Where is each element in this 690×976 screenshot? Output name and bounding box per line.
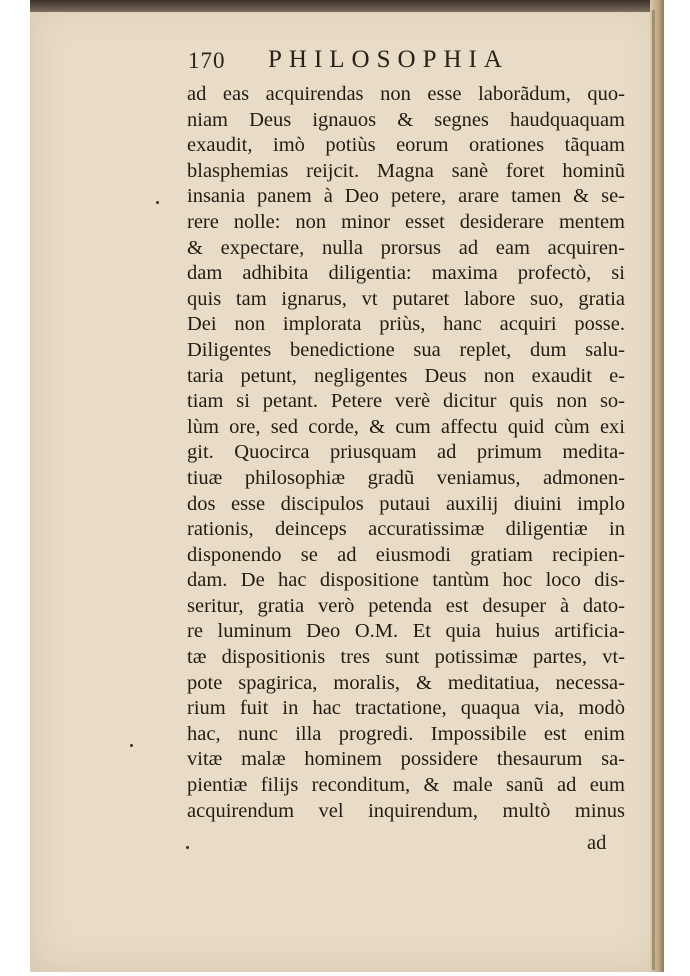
text-line: niam Deus ignauos & segnes haudquaquam [187, 108, 625, 131]
text-line: tiam si petant. Petere verè dicitur quis non so- [187, 390, 625, 413]
text-line: dos esse discipulos putaui auxilij diuini implo [187, 492, 625, 515]
text-line: pientiæ filijs reconditum, & male sanũ ad eum [187, 774, 625, 797]
ink-speck [186, 846, 189, 849]
text-line: Diligentes benedictione sua replet, dum salu- [187, 338, 625, 361]
text-line: exaudit, imò potiùs eorum orationes tãquam [187, 134, 625, 157]
text-line: disponendo se ad eiusmodi gratiam recipien- [187, 543, 625, 566]
text-line: pote spagirica, moralis, & meditatiua, necessa- [187, 671, 625, 694]
text-line: tæ dispositionis tres sunt potissimæ partes, vt- [187, 646, 625, 669]
catchword: ad [587, 832, 607, 854]
text-line: blasphemias reijcit. Magna sanè foret hominũ [187, 159, 625, 182]
text-line: re luminum Deo O.M. Et quia huius artificia- [187, 620, 625, 643]
text-line: rere nolle: non minor esset desiderare mentem [187, 210, 625, 233]
text-line: seritur, gratia verò petenda est desuper à dato- [187, 594, 625, 617]
text-line: rationis, deinceps accuratissimæ diligentiæ in [187, 518, 625, 541]
page-fold-line [652, 10, 655, 970]
text-line: ad eas acquirendas non esse laborãdum, quo- [187, 83, 625, 105]
text-line: dam. De hac dispositione tantùm hoc loco dis- [187, 569, 625, 592]
text-line: & expectare, nulla prorsus ad eam acquiren- [187, 236, 625, 259]
text-line: lùm ore, sed corde, & cum affectu quid cùm exi [187, 415, 625, 438]
text-line: Dei non implorata priùs, hanc acquiri posse. [187, 313, 625, 336]
page-number: 170 [188, 48, 226, 73]
text-line: git. Quocirca priusquam ad primum medita- [187, 441, 625, 464]
running-title: PHILOSOPHIA [268, 46, 509, 73]
text-line: insania panem à Deo petere, arare tamen & se- [187, 185, 625, 208]
text-line: rium fuit in hac tractatione, quaqua via, modò [187, 697, 625, 720]
ink-speck [156, 201, 159, 204]
text-line: hac, nunc illa progredi. Impossibile est enim [187, 722, 625, 745]
ink-speck [130, 744, 133, 747]
text-line: taria petunt, negligentes Deus non exaudit e- [187, 364, 625, 387]
text-line: quis tam ignarus, vt putaret labore suo, gratia [187, 287, 625, 310]
text-line: acquirendum vel inquirendum, multò minus [187, 799, 625, 822]
page-top-edge [30, 0, 662, 12]
page-header [188, 44, 628, 80]
body-text [187, 82, 625, 824]
text-line: tiuæ philosophiæ gradũ veniamus, admonen- [187, 466, 625, 489]
text-line: vitæ malæ hominem possidere thesaurum sa- [187, 748, 625, 771]
text-line: dam adhibita diligentia: maxima profectò, si [187, 262, 625, 285]
